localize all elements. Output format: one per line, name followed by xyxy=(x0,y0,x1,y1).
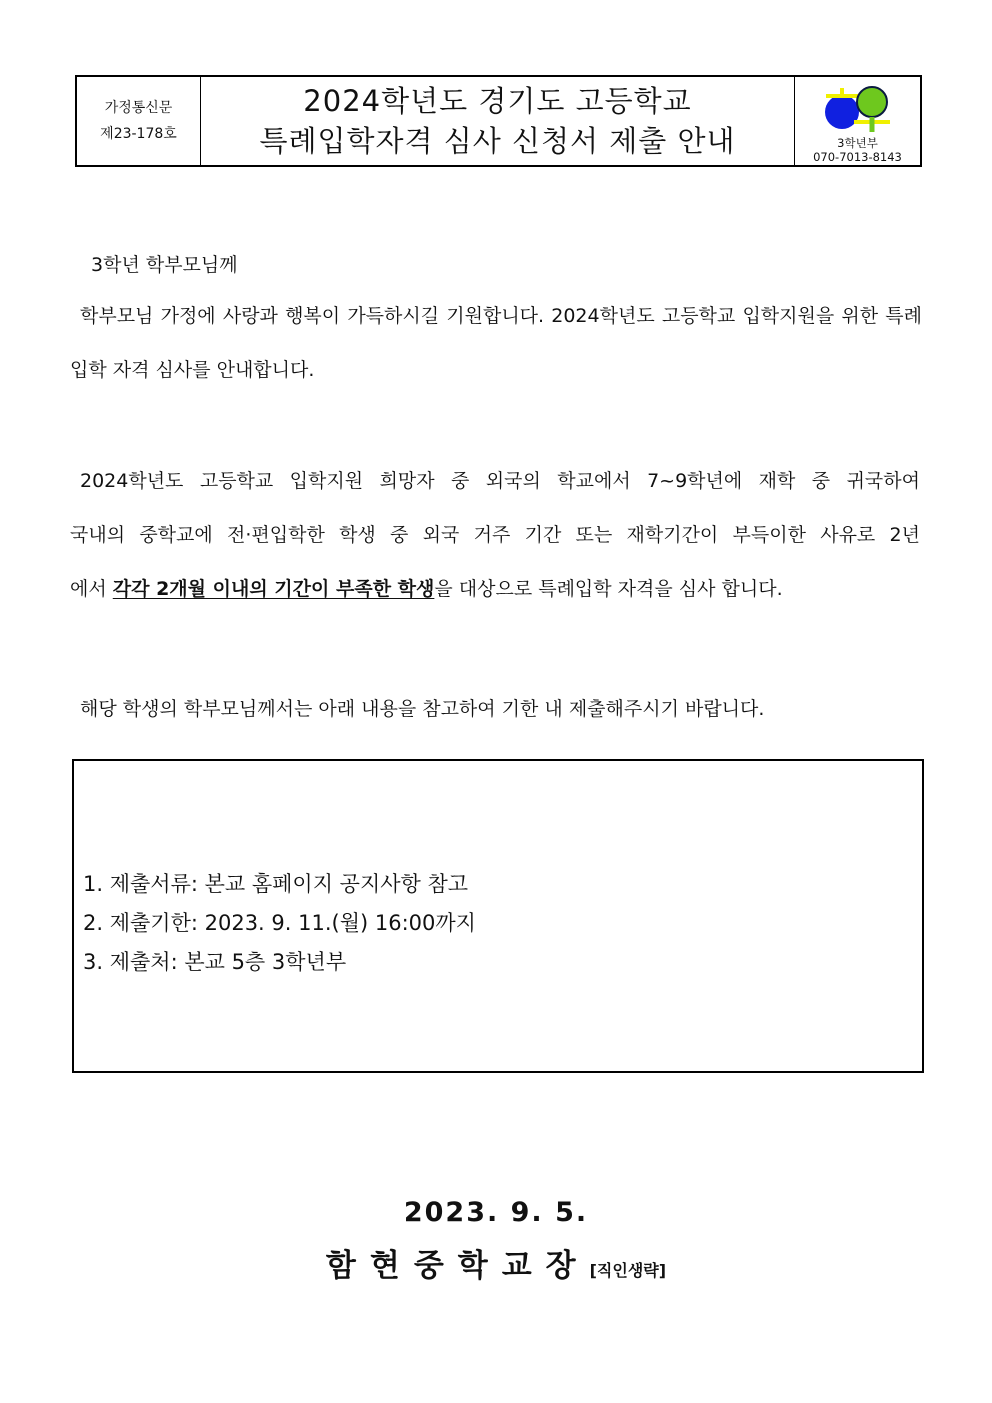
submission-documents: 1. 제출서류: 본교 홈페이지 공지사항 참고 xyxy=(83,872,469,896)
principal-name: 함현중학교장 xyxy=(325,1248,590,1284)
school-logo-icon xyxy=(822,82,894,134)
submission-deadline: 2. 제출기한: 2023. 9. 11.(월) 16:00까지 xyxy=(83,911,476,935)
submission-info-box xyxy=(72,759,924,1073)
issue-date: 2023. 9. 5. xyxy=(403,1197,589,1228)
title-line-2: 특례입학자격 심사 신청서 제출 안내 xyxy=(259,124,736,158)
notice-id-cell xyxy=(77,77,201,165)
intro-paragraph: 학부모님 가정에 사랑과 행복이 가득하시길 기원합니다. 2024학년도 고등학교 입학지원을 위한 특례입학 자격 심사를 안내합니다. xyxy=(70,305,922,381)
seal-omitted-note: [직인생략] xyxy=(589,1261,667,1280)
signature-block xyxy=(0,1240,992,1285)
notice-title-cell xyxy=(201,77,794,165)
notice-header xyxy=(75,75,922,167)
notice-category: 가정통신문 xyxy=(104,100,173,116)
submission-list xyxy=(83,865,476,982)
greeting: 3학년 학부모님께 xyxy=(91,254,238,276)
body-line-3 xyxy=(70,574,783,601)
department-phone: 070-7013-8143 xyxy=(813,150,902,164)
body-line-1: 2024학년도 고등학교 입학지원 희망자 중 외국의 학교에서 7~9학년에 재학 중 귀국하여 xyxy=(80,470,920,492)
notice-number: 제23-178호 xyxy=(100,126,177,142)
eligibility-emphasis: 각각 2개월 이내의 기간이 부족한 학생 xyxy=(112,578,435,600)
department-name: 3학년부 xyxy=(837,136,878,150)
body-line-2: 국내의 중학교에 전·편입학한 학생 중 외국 거주 기간 또는 재학기간이 부득이한 사유로 2년 xyxy=(70,524,920,546)
submission-location: 3. 제출처: 본교 5층 3학년부 xyxy=(83,950,347,974)
body-line-3-start: 에서 xyxy=(70,578,107,600)
title-line-1: 2024학년도 경기도 고등학교 xyxy=(303,84,692,118)
request-line: 해당 학생의 학부모님께서는 아래 내용을 참고하여 기한 내 제출해주시기 바랍니다. xyxy=(80,698,765,720)
department-cell xyxy=(794,77,920,165)
body-line-3-end: 을 대상으로 특례입학 자격을 심사 합니다. xyxy=(434,578,783,600)
